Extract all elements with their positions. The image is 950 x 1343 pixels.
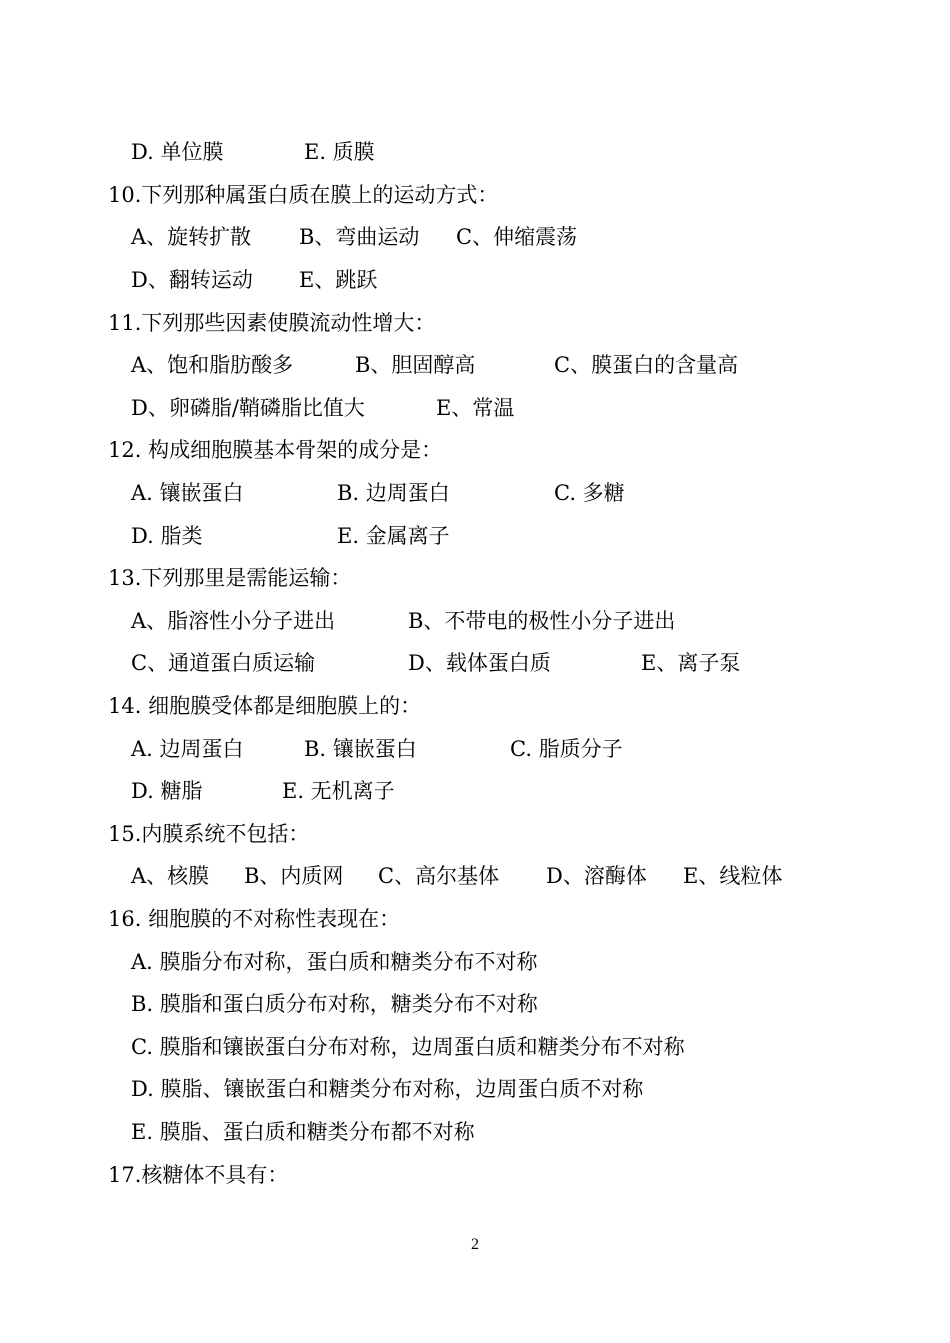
page-number: 2 [471, 1236, 479, 1253]
option-16c: C. 膜脂和镶嵌蛋白分布对称，边周蛋白质和糖类分布不对称 [131, 1035, 685, 1059]
option-10c: C、伸缩震荡 [456, 225, 578, 249]
option-12c: C. 多糖 [554, 481, 625, 505]
option-9d: D. 单位膜 [131, 140, 224, 164]
question-15: 15.内膜系统不包括： [108, 822, 310, 846]
option-13c: C、通道蛋白质运输 [131, 651, 316, 675]
option-16b: B. 膜脂和蛋白质分布对称，糖类分布不对称 [131, 992, 538, 1016]
option-15d: D、溶酶体 [546, 864, 647, 888]
option-11a: A、饱和脂肪酸多 [131, 353, 294, 377]
question-16: 16. 细胞膜的不对称性表现在： [108, 907, 401, 931]
option-13e: E、离子泵 [641, 651, 741, 675]
option-16a: A. 膜脂分布对称，蛋白质和糖类分布不对称 [131, 950, 538, 974]
option-15a: A、核膜 [131, 864, 210, 888]
question-17: 17.核糖体不具有： [108, 1163, 289, 1187]
option-12d: D. 脂类 [131, 524, 203, 548]
option-15c: C、高尔基体 [378, 864, 500, 888]
option-15e: E、线粒体 [683, 864, 783, 888]
question-11: 11.下列那些因素使膜流动性增大： [108, 311, 436, 335]
option-16e: E. 膜脂、蛋白质和糖类分布都不对称 [131, 1120, 475, 1144]
option-14d: D. 糖脂 [131, 779, 203, 803]
option-13b: B、不带电的极性小分子进出 [408, 609, 676, 633]
option-12a: A. 镶嵌蛋白 [131, 481, 244, 505]
option-11c: C、膜蛋白的含量高 [554, 353, 739, 377]
question-10: 10.下列那种属蛋白质在膜上的运动方式： [108, 183, 499, 207]
option-10d: D、翻转运动 [131, 268, 253, 292]
option-10b: B、弯曲运动 [299, 225, 420, 249]
option-9e: E. 质膜 [304, 140, 375, 164]
question-14: 14. 细胞膜受体都是细胞膜上的： [108, 694, 422, 718]
option-15b: B、内质网 [244, 864, 344, 888]
option-14b: B. 镶嵌蛋白 [304, 737, 417, 761]
option-10e: E、跳跃 [299, 268, 378, 292]
option-14a: A. 边周蛋白 [131, 737, 244, 761]
option-13a: A、脂溶性小分子进出 [131, 609, 336, 633]
option-13d: D、载体蛋白质 [408, 651, 551, 675]
question-13: 13.下列那里是需能运输： [108, 566, 352, 590]
option-12b: B. 边周蛋白 [337, 481, 450, 505]
option-14e: E. 无机离子 [282, 779, 395, 803]
option-12e: E. 金属离子 [337, 524, 450, 548]
question-12: 12. 构成细胞膜基本骨架的成分是： [108, 438, 443, 462]
option-14c: C. 脂质分子 [510, 737, 623, 761]
option-10a: A、旋转扩散 [131, 225, 252, 249]
option-16d: D. 膜脂、镶嵌蛋白和糖类分布对称，边周蛋白质不对称 [131, 1077, 644, 1101]
option-11e: E、常温 [436, 396, 515, 420]
option-11d: D、卵磷脂/鞘磷脂比值大 [131, 396, 365, 420]
option-11b: B、胆固醇高 [355, 353, 476, 377]
